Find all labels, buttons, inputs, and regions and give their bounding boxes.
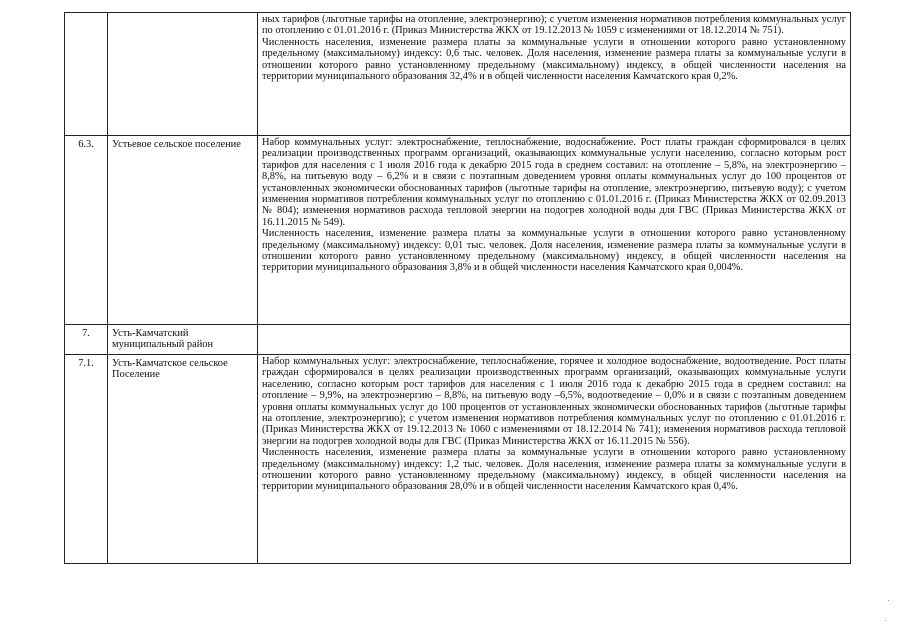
description-cell — [258, 136, 851, 325]
document-table — [64, 12, 851, 564]
description-paragraph: Численность населения, изменение размера платы за коммунальные услуги в отношении которого равно установленному предельному (максимальному) индексу: 0,01 тыс. человек. Доля населения, изменение размера платы за коммунальные услуги в отношении которого равно установленному предельному (максимальному) индексу, в общей численности населения на территории муниципального образования 3,8% и в общей численности населения Камчатского края 0,004%. — [262, 228, 846, 274]
row-number-cell: 6.3. — [65, 136, 108, 325]
description-paragraph: Численность населения, изменение размера платы за коммунальные услуги в отношении которого равно установленному предельному (максимальному) индексу: 1,2 тыс. человек. Доля населения, изменение размера платы за коммунальные услуги в отношении которого равно установленному предельному (максимальному) индексу, в общей численности населения на территории муниципального образования 28,0% и в общей численности населения Камчатского края 0,4%. — [262, 447, 846, 493]
description-cell — [258, 13, 851, 136]
row-number-cell: 7. — [65, 325, 108, 355]
municipality-name-cell: Усть-Камчатское сельское Поселение — [108, 355, 258, 564]
scan-speck — [888, 600, 889, 601]
municipality-name-cell — [108, 13, 258, 136]
row-number-cell: 7.1. — [65, 355, 108, 564]
municipality-name-cell: Устьевое сельское поселение — [108, 136, 258, 325]
table-row — [65, 13, 851, 136]
table-row — [65, 325, 851, 355]
municipality-name-cell: Усть-Камчатский муниципальный район — [108, 325, 258, 355]
description-paragraph: Численность населения, изменение размера платы за коммунальные услуги в отношении которого равно установленному предельному (максимальному) индексу: 0,6 тыс. человек. Доля населения, изменение размера платы за коммунальные услуги в отношении которого равно установленному предельному (максимальному) индексу, в общей численности населения на территории муниципального образования 32,4% и в общей численности населения Камчатского края 0,2%. — [262, 36, 846, 83]
table-row — [65, 136, 851, 325]
description-cell — [258, 355, 851, 564]
description-paragraph: ных тарифов (льготные тарифы на отопление, электроэнергию); с учетом изменения нормативов потребления коммунальных услуг по отоплению с 01.01.2016 г. (Приказ Министерства ЖКХ от 19.12.2013 № 1059 с изменениями от 18.12.2014 № 751). — [262, 14, 846, 37]
description-paragraph: Набор коммунальных услуг: электроснабжение, теплоснабжение, водоснабжение. Рост платы граждан сформировался в целях реализации производственных программ организаций, оказывающих коммунальные услуги населению, согласно которым рост тарифов для населения с 1 июля 2016 года к декабрю 2015 года в среднем составил: на отопление – 5,8%, на электроэнергию – 8,8%, на питьевую воду – 6,2% и в связи с поэтапным доведением уровня оплаты коммунальных услуг до 100 процентов от установленных экономически обоснованных тарифов (льготные тарифы на отопление, электроэнергию, питьевую воду); с учетом изменения нормативов потребления коммунальных услуг по отоплению с 01.01.2016 г. (Приказ Министерства ЖКХ от 02.09.2013 № 804); изменения нормативов расхода тепловой энергии на подогрев холодной воды для ГВС (Приказ Министерства ЖКХ от 16.11.2015 № 549). — [262, 137, 846, 228]
description-paragraph: Набор коммунальных услуг: электроснабжение, теплоснабжение, горячее и холодное водоснабжение, водоотведение. Рост платы граждан сформировался в целях реализации производственных программ организаций, оказывающих коммунальные услуги населению, согласно которым рост тарифов для населения с 1 июля 2016 года к декабрю 2015 года в среднем составил: на отопление – 9,9%, на электроэнергию – 8,8%, на питьевую воду –6,5%, водоотведение – 0,0% и в связи с поэтапным доведением уровня оплаты коммунальных услуг до 100 процентов от установленных экономически обоснованных тарифов (льготные тарифы на отопление, электроэнергию); с учетом изменения нормативов потребления коммунальных услуг по отоплению с 01.01.2016 г. (Приказ Министерства ЖКХ от 19.12.2013 № 1060 с изменениями от 18.12.2014 № 741); изменения нормативов расхода тепловой энергии на подогрев холодной воды для ГВС (Приказ Министерства ЖКХ от 16.11.2015 № 556). — [262, 356, 846, 447]
description-cell — [258, 325, 851, 355]
row-number-cell — [65, 13, 108, 136]
table-row — [65, 355, 851, 564]
scan-speck — [885, 620, 886, 621]
